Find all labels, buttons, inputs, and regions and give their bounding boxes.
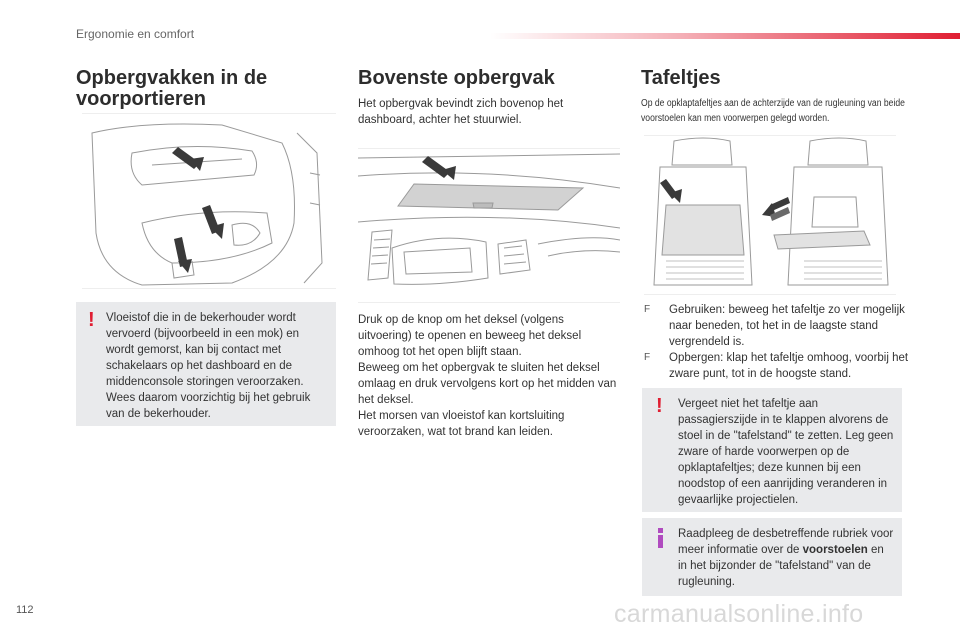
title-door-compartments: Opbergvakken in de voorportieren — [76, 67, 268, 110]
upper-compartment-intro: Het opbergvak bevindt zich bovenop het dashboard, achter het stuurwiel. — [358, 98, 564, 126]
warning-box-cupholder — [76, 302, 336, 426]
upper-compartment-close: Beweeg om het opbergvak te sluiten het deksel omlaag en druk vervolgens kort op het midden van het deksel. — [358, 362, 617, 406]
info-text-bold: voorstoelen — [802, 544, 868, 556]
info-box-seats — [642, 518, 902, 596]
page-number: 112 — [16, 604, 34, 616]
warning-tables-text: Vergeet niet het tafeltje aan passagierszijde in te klappen alvorens de stoel in de "tafelstand" te zetten. Leg geen zware of harde voorwerpen op de opklaptafeltjes; deze kunnen bij een noodstop of een aanrijding veranderen in gevaarlijke projectielen. — [678, 398, 894, 506]
tables-intro: Op de opklaptafeltjes aan de achterzijde van de rugleuning van beide voorstoelen kan men voorwerpen gelegd worden. — [641, 98, 905, 124]
seatback-tables-illustration — [644, 135, 896, 295]
bullet-store — [644, 350, 912, 382]
header-accent-bar — [490, 33, 960, 39]
title-tables: Tafeltjes — [641, 67, 721, 89]
title-upper-compartment: Bovenste opbergvak — [358, 67, 555, 89]
warning-icon: ! — [88, 309, 95, 331]
upper-compartment-open: Druk op de knop om het deksel (volgens uitvoering) te openen en beweeg het deksel omhoog tot het open blijft staan. — [358, 314, 582, 358]
bullet-use — [644, 302, 912, 350]
bullet-store-text: Opbergen: klap het tafeltje omhoog, voorbij het zware punt, tot in de hoogste stand. — [669, 352, 909, 380]
bullet-use-text: Gebruiken: beweeg het tafeltje zo ver mogelijk naar beneden, tot het in de laagste stand vergrendeld is. — [669, 304, 905, 348]
warning-icon: ! — [656, 395, 663, 417]
tables-instructions — [644, 302, 912, 382]
upper-compartment-spill: Het morsen van vloeistof kan kortsluiting veroorzaken, wat tot brand kan leiden. — [358, 410, 565, 438]
info-text — [678, 526, 894, 590]
bullet-marker: F — [644, 304, 651, 315]
warning-text: Vloeistof die in de bekerhouder wordt vervoerd (bijvoorbeeld in een mok) en wordt gemorst, kan bij contact met schakelaars op het dashboard en de middenconsole storingen veroorzaken. Wees daarom voorzichtig bij het gebruik van de bekerhouder. — [106, 312, 311, 420]
dashboard-illustration — [358, 148, 620, 303]
watermark: carmanualsonline.info — [614, 600, 864, 628]
info-icon — [656, 528, 666, 548]
section-header: Ergonomie en comfort — [76, 27, 195, 41]
info-text-pre: Raadpleeg de desbetreffende rubriek voor meer informatie over de — [678, 528, 894, 556]
door-compartment-illustration — [82, 113, 336, 289]
warning-box-tables — [642, 388, 902, 512]
bullet-marker: F — [644, 352, 651, 363]
info-text-post: en in het bijzonder de "tafelstand" van de rugleuning. — [678, 544, 884, 588]
